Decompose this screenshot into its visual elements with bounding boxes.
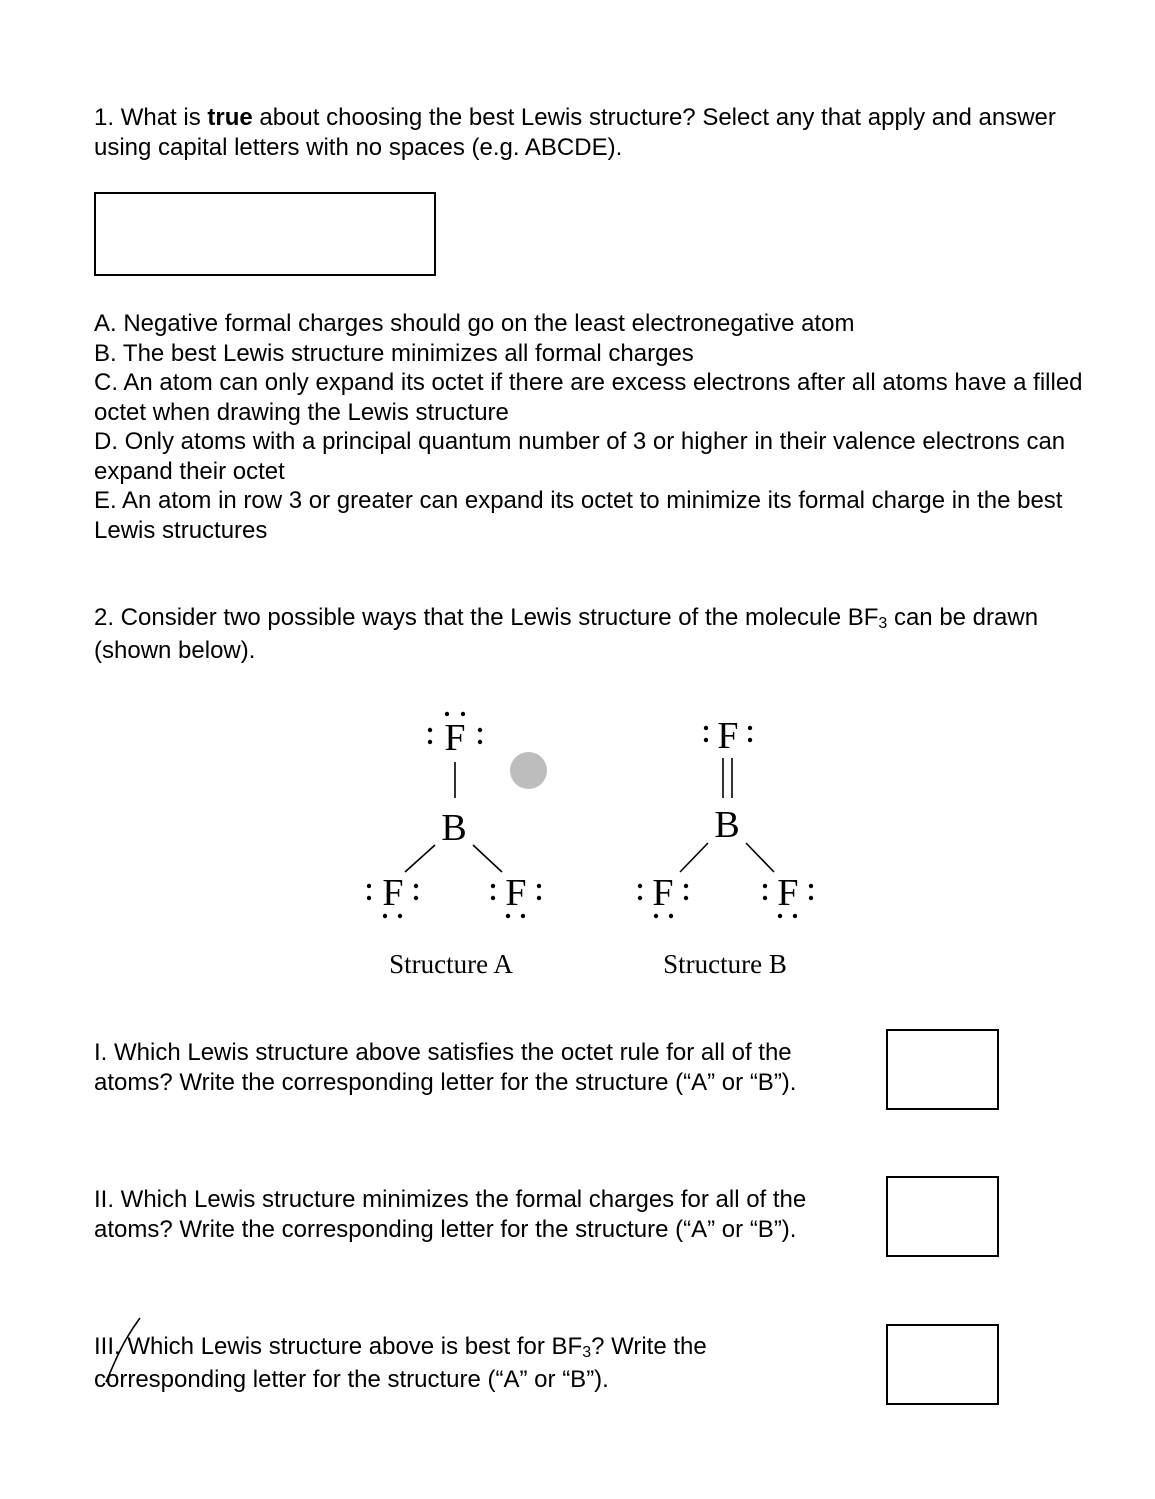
question-1-suffix: about choosing the best Lewis structure? Select any that apply and answer using capital letters with no spaces (e.g. ABCDE).: [94, 104, 1056, 161]
question-1-prompt: [94, 103, 1084, 163]
structure-b: [638, 715, 813, 979]
part-iii-answer-box[interactable]: [886, 1324, 999, 1405]
structure-b-left-fluorine: F: [652, 872, 674, 914]
structure-a-left-fluorine: F: [382, 872, 404, 914]
option-c: C. An atom can only expand its octet if there are excess electrons after all atoms have a filled octet when drawing the Lewis structure: [94, 369, 1083, 426]
question-1-answer-box[interactable]: [94, 192, 436, 276]
option-e: E. An atom in row 3 or greater can expand its octet to minimize its formal charge in the best Lewis structures: [94, 487, 1063, 544]
part-ii-answer-input[interactable]: [888, 1178, 997, 1255]
structure-a-label: Structure A: [389, 949, 513, 979]
question-1-bold-word: true: [207, 104, 253, 131]
structure-a-top-fluorine: F: [444, 717, 466, 759]
structure-a-boron: B: [441, 807, 467, 849]
part-iii-text: III. Which Lewis structure above is best for BF: [94, 1333, 583, 1360]
option-a: A. Negative formal charges should go on the least electronegative atom: [94, 310, 855, 337]
part-iii-prompt: [94, 1332, 784, 1395]
option-b: B. The best Lewis structure minimizes all formal charges: [94, 339, 694, 367]
question-2-intro: [94, 603, 1084, 666]
part-iii-answer-input[interactable]: [888, 1326, 997, 1403]
question-1-answer-input[interactable]: [96, 194, 434, 274]
question-2-intro-text: 2. Consider two possible ways that the Lewis structure of the molecule BF: [94, 604, 879, 631]
question-2-intro-text-end: can be drawn (shown below).: [94, 604, 1039, 664]
question-1-options: [94, 309, 1104, 545]
lewis-structures-figure: [340, 700, 860, 1000]
structure-a-right-fluorine: F: [505, 872, 527, 914]
question-2-intro-subscript: 3: [878, 615, 888, 632]
question-1-prefix: What is: [120, 104, 201, 131]
question-1-number: 1.: [94, 104, 115, 131]
structure-b-right-fluorine: F: [777, 872, 799, 914]
structure-a: [367, 712, 541, 979]
cursor-dot: [510, 752, 547, 789]
pen-mark-stroke: [100, 1312, 150, 1392]
part-ii-prompt: II. Which Lewis structure minimizes the formal charges for all of the atoms? Write the corresponding letter for the structure (“A” or “B”).: [94, 1186, 807, 1243]
part-iii-text-end: ? Write the corresponding letter for the structure (“A” or “B”).: [94, 1333, 707, 1393]
structure-b-top-fluorine: F: [717, 715, 739, 757]
part-i-answer-box[interactable]: [886, 1029, 999, 1110]
structure-b-label: Structure B: [663, 949, 787, 979]
part-i-prompt: I. Which Lewis structure above satisfies the octet rule for all of the atoms? Write the corresponding letter for the structure (“A” or “B”).: [94, 1039, 797, 1096]
structure-b-boron: B: [714, 804, 740, 846]
part-i-answer-input[interactable]: [888, 1031, 997, 1108]
part-ii-answer-box[interactable]: [886, 1176, 999, 1257]
part-iii-subscript: 3: [582, 1344, 592, 1361]
option-d: D. Only atoms with a principal quantum number of 3 or higher in their valence electrons can expand their octet: [94, 428, 1066, 485]
